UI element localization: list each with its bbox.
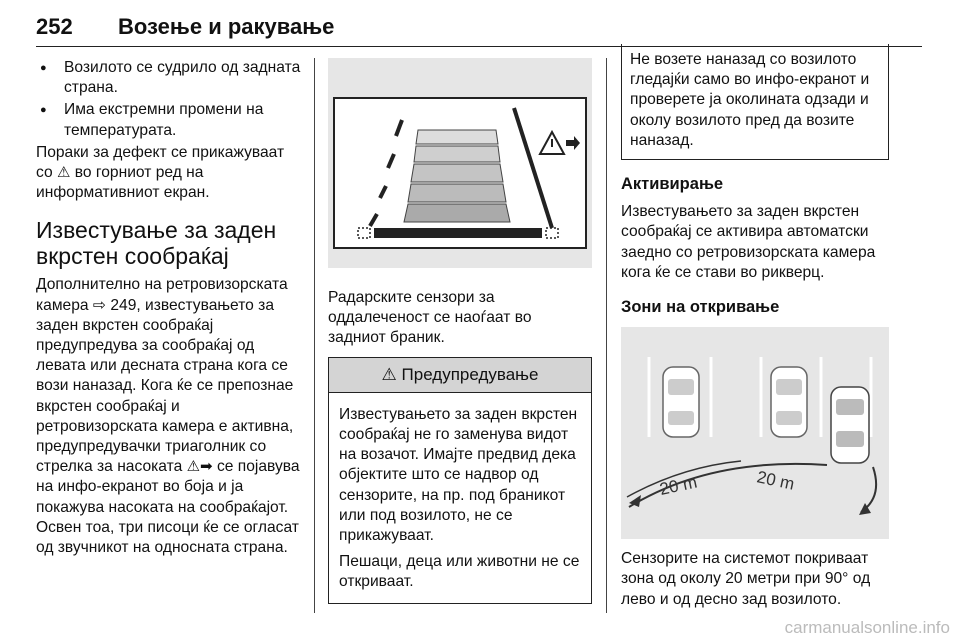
warning-box-continued [621,44,889,160]
section-heading: Зони на откривање [621,298,780,317]
zone-distance-label-right: 20 m [755,467,797,495]
warning-text: Пешаци, деца или животни не се откриваат. [339,553,580,591]
list-item: ● Има екстремни промени на температурата. [36,100,302,140]
page-number: 252 [36,14,73,39]
figure-caption: Радарските сензори за оддалеченост се наоѓаат во задниот браник. [328,289,532,347]
reversing-car [831,387,869,463]
detection-zones-illustration [621,327,889,539]
warning-header: ⚠ Предупредување [329,358,591,393]
column-right [621,51,889,616]
column-divider [606,58,607,613]
camera-view-graphic [328,58,592,268]
section-paragraph: Дополнително на ретровизорската камера ⇨ 249, известувањето за заден вкрстен сообраќај предупредува за сообраќај од левата или десната страна кога се вози наназад. Кога ќе се препознае вкрстен сообраќај и ретровизорската камера е активна, предупредувачки триаголник со стрелка за насоката ⚠➡ се појавува на инфо-екранот во боја и ја покажува насоката на сообраќајот. Освен тоа, три писоци ќе се огласат од звучникот на односната страна. [36,276,300,557]
list-item: ● Возилото се судрило од задната страна. [36,58,302,98]
warning-body [329,393,591,603]
page-header [36,8,922,47]
page-reference[interactable]: 249 [110,296,137,314]
section-heading: Активирање [621,175,724,194]
section-heading: Известување за заден вкрстен сообраќај [36,217,277,270]
bullet-list [36,58,302,141]
section-paragraph: Известувањето за заден вкрстен сообраќај се активира автоматски заедно со ретровизорската камера кога ќе се стави во рикверц. [621,203,876,281]
warning-triangle-icon: ⚠ [381,364,397,384]
parked-car-left [663,367,699,437]
zone-distance-label-left: 20 m [657,472,699,500]
parked-car-right [771,367,807,437]
detection-zones-graphic [621,327,889,539]
column-left [36,58,302,564]
chapter-title: Возење и ракување [118,14,335,39]
camera-screen-illustration [328,58,592,268]
figure-caption: Сензорите на системот покриваат зона од околу 20 метри при 90° од лево и од десно зад возилото. [621,550,871,608]
column-middle [328,58,592,604]
warning-box [328,357,592,604]
fault-message-text: Пораки за дефект се прикажуваат со ⚠ во горниот ред на информативниот екран. [36,143,285,202]
warning-text: Не возете наназад со возилото гледајќи само во инфо-екранот и проверете ја околината одзади и околу возилото пред да возите наназад. [630,51,870,149]
warning-text: Известувањето за заден вкрстен сообраќај не го заменува видот на возачот. Имајте предвид дека објектите што се надвор од сензорите, на пр. под браникот или под возилото, не се прикажуваат. [339,405,578,545]
warning-triangle-icon: ⚠ [57,164,71,182]
page-reference-icon: ⇨ [92,296,106,314]
warning-triangle-arrow-icon: ⚠➡ [186,458,213,476]
watermark: carmanualsonline.info [784,618,950,637]
column-divider [314,58,315,613]
